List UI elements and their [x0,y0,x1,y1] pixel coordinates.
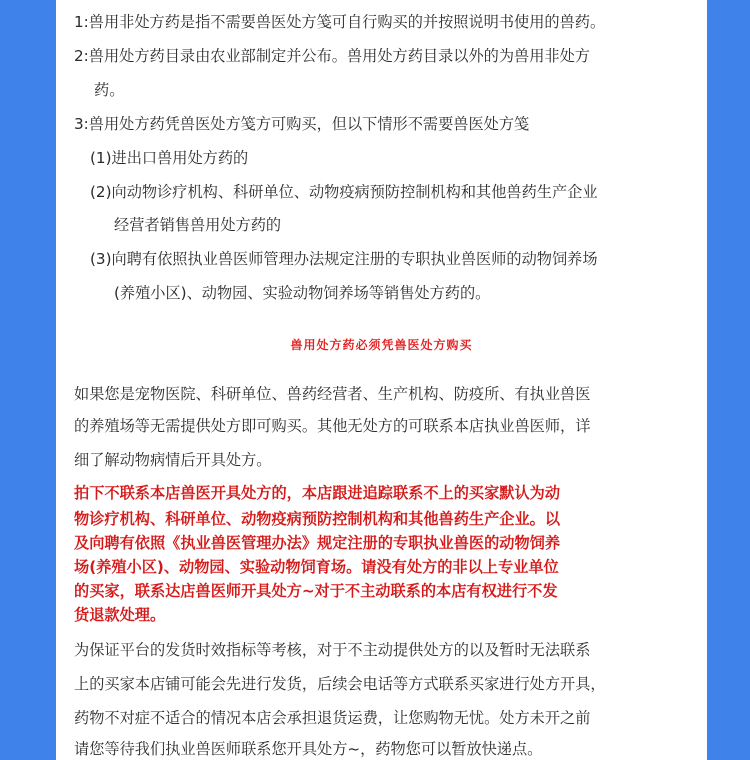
rule-3-item-2-line-1: (2)向动物诊疗机构、科研单位、动物疫病预防控制机构和其他兽药生产企业 [90,183,598,201]
intro-line: 细了解动物病情后开具处方。 [74,451,272,469]
notice-line: 药物不对症不适合的情况本店会承担退货运费，让您购物无忧。处方未开之前 [74,709,591,727]
warning-line: 拍下不联系本店兽医开具处方的，本店跟进追踪联系不上的买家默认为动 [74,484,560,502]
intro-line: 的养殖场等无需提供处方即可购买。其他无处方的可联系本店执业兽医师，详 [74,417,591,435]
prescription-required-headline: 兽用处方药必须凭兽医处方购买 [290,338,473,352]
intro-line: 如果您是宠物医院、科研单位、兽药经营者、生产机构、防疫所、有执业兽医 [74,385,591,403]
notice-line: 上的买家本店铺可能会先进行发货，后续会电话等方式联系买家进行处方开具， [74,675,606,693]
rule-3: 3:兽用处方药凭兽医处方笺方可购买，但以下情形不需要兽医处方笺 [74,115,530,133]
notice-line: 请您等待我们执业兽医师联系您开具处方~，药物您可以暂放快递点。 [74,740,543,758]
rule-2-line-1: 2:兽用处方药目录由农业部制定并公布。兽用处方药目录以外的为兽用非处方 [74,47,590,65]
warning-line: 场(养殖小区)、动物园、实验动物饲育场。请没有处方的非以上专业单位 [74,558,559,576]
rule-2-line-2: 药。 [94,81,125,99]
rule-3-item-1: (1)进出口兽用处方药的 [90,149,249,167]
warning-line: 及向聘有依照《执业兽医管理办法》规定注册的专职执业兽医的动物饲养 [74,534,560,552]
rule-3-item-2-line-2: 经营者销售兽用处方药的 [114,216,282,234]
warning-line: 的买家，联系达店兽医师开具处方~对于不主动联系的本店有权进行不发 [74,582,558,600]
rule-1: 1:兽用非处方药是指不需要兽医处方笺可自行购买的并按照说明书使用的兽药。 [74,13,606,31]
rule-3-item-3-line-2: (养殖小区)、动物园、实验动物饲养场等销售处方药的。 [114,284,491,302]
prescription-notice-card [56,0,707,760]
rule-3-item-3-line-1: (3)向聘有依照执业兽医师管理办法规定注册的专职执业兽医师的动物饲养场 [90,250,598,268]
warning-line: 货退款处理。 [74,606,166,624]
notice-line: 为保证平台的发货时效指标等考核，对于不主动提供处方的以及暂时无法联系 [74,641,591,659]
warning-line: 物诊疗机构、科研单位、动物疫病预防控制机构和其他兽药生产企业。以 [74,510,560,528]
